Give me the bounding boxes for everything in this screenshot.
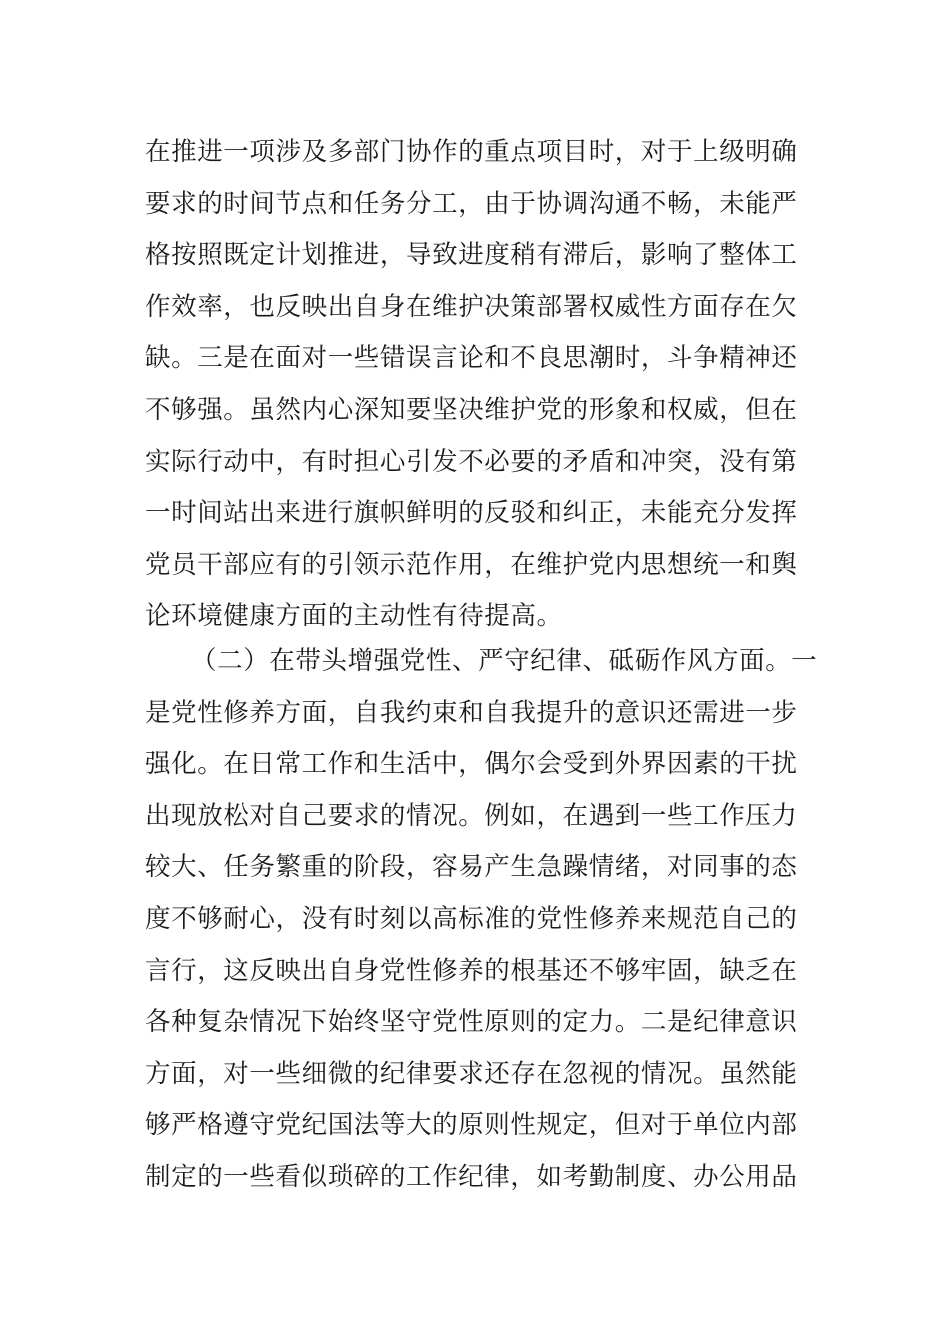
paragraph-2-line-6: 度不够耐心，没有时刻以高标准的党性修养来规范自己的 — [145, 903, 798, 934]
paragraph-2-line-3: 强化。在日常工作和生活中，偶尔会受到外界因素的干扰 — [145, 749, 798, 780]
paragraph-1-line-10: 论环境健康方面的主动性有待提高。 — [145, 601, 563, 632]
paragraph-2-line-7: 言行，这反映出自身党性修养的根基还不够牢固，缺乏在 — [145, 955, 798, 986]
paragraph-2-line-9: 方面，对一些细微的纪律要求还存在忽视的情况。虽然能 — [145, 1058, 798, 1089]
paragraph-1 — [145, 127, 815, 643]
paragraph-2-line-2: 是党性修养方面，自我约束和自我提升的意识还需进一步 — [145, 697, 798, 728]
paragraph-1-line-2: 要求的时间节点和任务分工，由于协调沟通不畅，未能严 — [145, 188, 798, 219]
paragraph-1-line-9: 党员干部应有的引领示范作用，在维护党内思想统一和舆 — [145, 549, 798, 580]
paragraph-1-line-8: 一时间站出来进行旗帜鲜明的反驳和纠正，未能充分发挥 — [145, 498, 798, 529]
paragraph-1-line-5: 缺。三是在面对一些错误言论和不良思潮时，斗争精神还 — [145, 343, 798, 374]
paragraph-2-line-8: 各种复杂情况下始终坚守党性原则的定力。二是纪律意识 — [145, 1007, 798, 1038]
paragraph-2-line-11: 制定的一些看似琐碎的工作纪律，如考勤制度、办公用品 — [145, 1161, 798, 1192]
paragraph-2-line-5: 较大、任务繁重的阶段，容易产生急躁情绪，对同事的态 — [145, 852, 798, 883]
paragraph-1-line-1: 在推进一项涉及多部门协作的重点项目时，对于上级明确 — [145, 137, 798, 167]
paragraph-1-line-4: 作效率，也反映出自身在维护决策部署权威性方面存在欠 — [145, 291, 798, 322]
paragraph-1-line-7: 实际行动中，有时担心引发不必要的矛盾和冲突，没有第 — [145, 446, 798, 477]
paragraph-1-line-6: 不够强。虽然内心深知要坚决维护党的形象和权威，但在 — [145, 394, 798, 425]
paragraph-2-line-4: 出现放松对自己要求的情况。例如，在遇到一些工作压力 — [145, 800, 798, 831]
paragraph-2-line-10: 够严格遵守党纪国法等大的原则性规定，但对于单位内部 — [145, 1110, 798, 1141]
paragraph-2-line-1: （二）在带头增强党性、严守纪律、砥砺作风方面。一 — [191, 646, 818, 676]
paragraph-1-line-3: 格按照既定计划推进，导致进度稍有滞后，影响了整体工 — [145, 240, 798, 271]
paragraph-2 — [145, 636, 818, 1204]
